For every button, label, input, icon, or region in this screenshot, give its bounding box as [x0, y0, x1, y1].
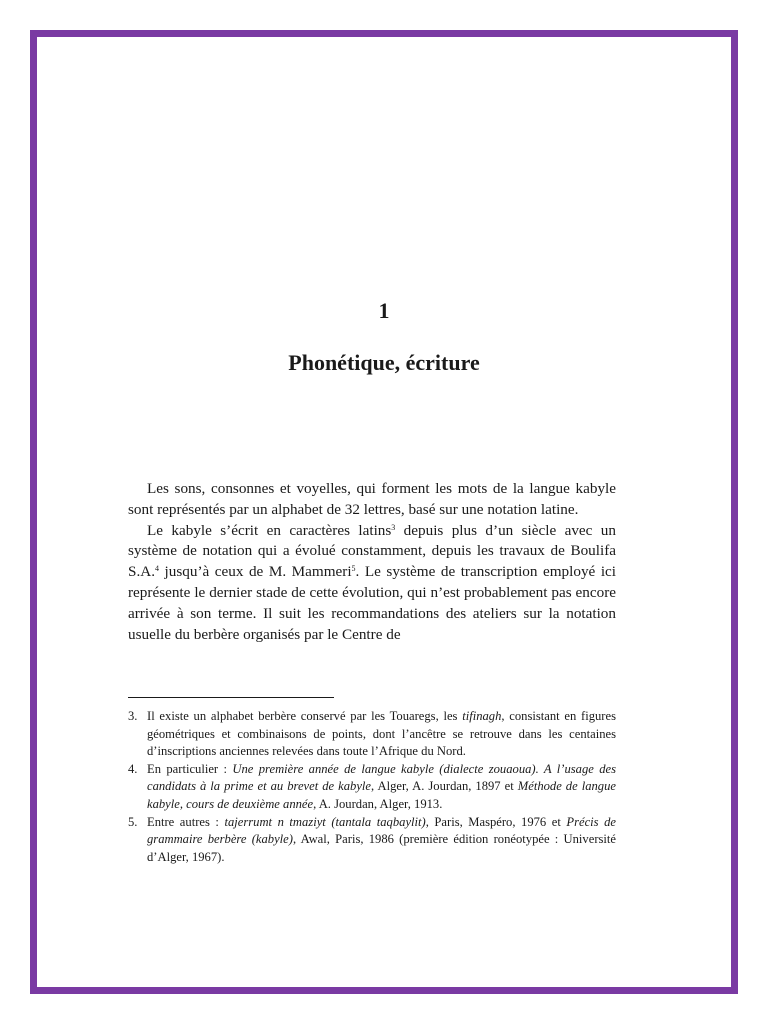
- footnote-italic-text: Une première année de langue kabyle (dialecte zouaoua). A l’usage des candidats à la prime et au brevet de kabyle: [147, 761, 616, 794]
- footnote-italic-text: Précis de grammaire berbère (kabyle): [147, 814, 616, 847]
- footnote-ref-4: 4: [155, 564, 160, 574]
- footnote-italic-text: tifinagh: [462, 709, 502, 723]
- body-text: [128, 479, 616, 645]
- footnote-text: , Awal, Paris, 1986 (première édition ronéotypée : Université d’Alger, 1967).: [147, 832, 616, 864]
- footnote-ref-3: 3: [391, 522, 396, 532]
- footnote-separator: [128, 697, 334, 698]
- paragraph-2-part-b: depuis plus d’un siècle avec un système de notation qui a évolué constamment, depuis les travaux de Boulifa S.A.: [128, 521, 616, 581]
- footnote-number: 5.: [128, 814, 138, 829]
- footnote-text: , consistant en figures géométriques et combinaisons de points, dont l’ancêtre se retrouve dans les centaines d’inscriptions anciennes relevées dans toute l’Afrique du Nord.: [147, 709, 616, 759]
- footnote-text: Il existe un alphabet berbère conservé par les Touaregs, les: [147, 709, 463, 723]
- footnotes: [128, 708, 616, 866]
- footnote-4: [128, 761, 616, 814]
- footnote-number: 4.: [128, 761, 138, 776]
- footnote-5: [128, 814, 616, 867]
- footnote-italic-text: Méthode de langue kabyle, cours de deuxième année: [147, 779, 616, 811]
- paragraph-2-part-c: jusqu’à ceux de M. Mammeri: [159, 563, 352, 581]
- paragraph-1: Les sons, consonnes et voyelles, qui forment les mots de la langue kabyle sont représentés par un alphabet de 32 lettres, basé sur une notation latine.: [128, 480, 616, 518]
- footnote-number: 3.: [128, 709, 138, 723]
- footnote-3: [128, 708, 616, 761]
- chapter-number: 1: [378, 298, 390, 323]
- footnote-ref-5: 5: [351, 564, 356, 574]
- footnote-text: , Paris, Maspéro, 1976 et: [425, 814, 567, 829]
- footnote-text: , A. Jourdan, Alger, 1913.: [313, 796, 443, 811]
- chapter-title: Phonétique, écriture: [288, 350, 480, 375]
- paragraph-2: [128, 521, 616, 646]
- footnote-text: En particulier :: [147, 761, 233, 776]
- footnote-text: , Alger, A. Jourdan, 1897 et: [371, 779, 518, 794]
- footnote-text: Entre autres :: [147, 814, 225, 829]
- paragraph-2-part-a: Le kabyle s’écrit en caractères latins: [147, 521, 392, 539]
- paragraph-2-part-d: . Le système de transcription employé ici représente le dernier stade de cette évolution, qui n’est probablement pas encore arrivée à son terme. Il suit les recommandations des ateliers sur la notation usuelle du berbère organisés par le Centre de: [128, 563, 616, 643]
- footnote-italic-text: tajerrumt n tmaziyt (tantala taqbaylit): [224, 814, 426, 829]
